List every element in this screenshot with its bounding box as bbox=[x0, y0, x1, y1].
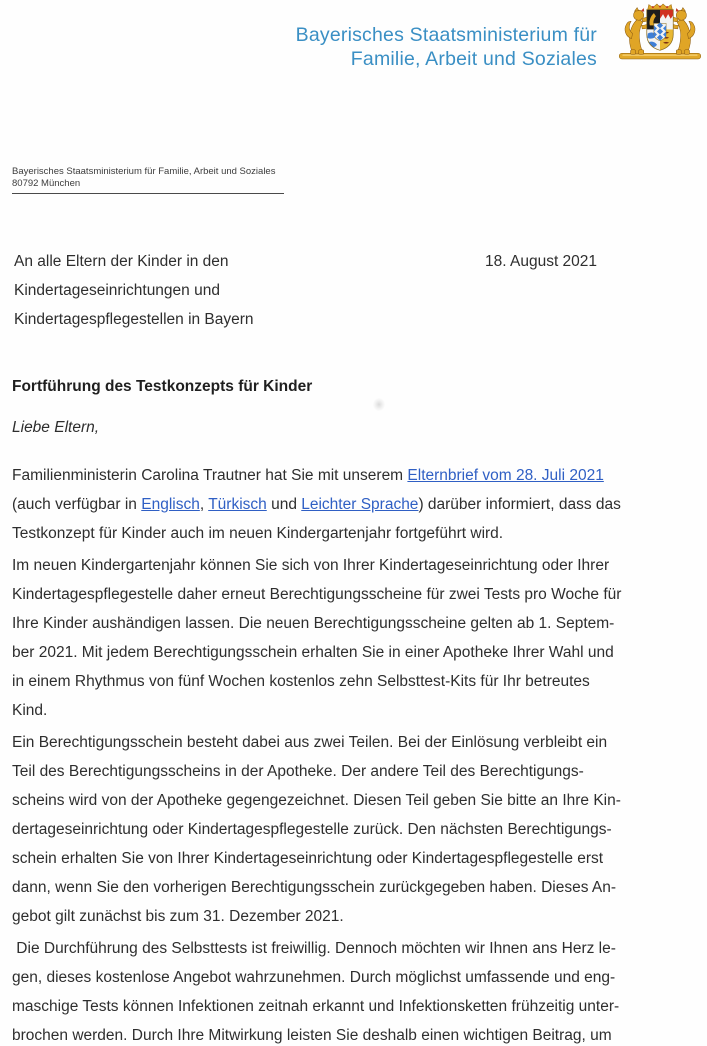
paragraph bbox=[12, 461, 702, 548]
link-elternbrief-28-juli-2021[interactable]: Elternbrief vom 28. Juli 2021 bbox=[407, 467, 604, 484]
text-run: gebot gilt zunächst bis zum 31. Dezember 2021. bbox=[12, 908, 344, 925]
text-line bbox=[12, 902, 702, 931]
text-line bbox=[12, 757, 702, 786]
recipient-line: An alle Eltern der Kinder in den bbox=[14, 253, 229, 270]
text-run: Familienministerin Carolina Trautner hat Sie mit unserem bbox=[12, 467, 408, 484]
text-line bbox=[12, 580, 702, 609]
recipient-line: Kindertageseinrichtungen und bbox=[14, 282, 220, 299]
text-run: dertageseinrichtung oder Kindertagespflegestelle zurück. Den nächsten Berechtigungs- bbox=[12, 821, 612, 838]
ministry-name-line1: Bayerisches Staatsministerium für bbox=[295, 24, 597, 46]
return-address-line1: Bayerisches Staatsministerium für Familie, Arbeit und Soziales bbox=[12, 166, 276, 177]
text-line bbox=[12, 551, 702, 580]
scan-artifact bbox=[373, 398, 385, 411]
text-run: schein erhalten Sie von Ihrer Kindertageseinrichtung oder Kindertagespflegestelle erst bbox=[12, 850, 604, 867]
paragraph bbox=[12, 728, 702, 931]
text-line bbox=[12, 963, 702, 992]
text-line bbox=[12, 844, 702, 873]
text-run: Teil des Berechtigungsscheins in der Apotheke. Der andere Teil des Berechtigungs- bbox=[12, 763, 584, 780]
text-line bbox=[12, 815, 702, 844]
text-run: brochen werden. Durch Ihre Mitwirkung leisten Sie deshalb einen wichtigen Beitrag, um bbox=[12, 1027, 612, 1044]
return-address-line2: 80792 München bbox=[12, 178, 81, 189]
link-englisch[interactable]: Englisch bbox=[141, 496, 200, 513]
text-run: Die Durchführung des Selbsttests ist freiwillig. Dennoch möchten wir Ihnen ans Herz le- bbox=[12, 940, 616, 957]
subject-line: Fortführung des Testkonzepts für Kinder bbox=[12, 378, 313, 395]
ministry-name bbox=[296, 24, 597, 71]
text-run: , bbox=[199, 496, 209, 513]
text-run: (auch verfügbar in bbox=[12, 496, 142, 513]
text-line bbox=[12, 934, 702, 963]
text-line bbox=[12, 873, 702, 902]
text-run: Ein Berechtigungsschein besteht dabei aus zwei Teilen. Bei der Einlösung verbleibt ein bbox=[12, 734, 608, 751]
text-run: maschige Tests können Infektionen zeitnah erkannt und Infektionsketten frühzeitig unter- bbox=[12, 998, 620, 1015]
recipient-address bbox=[14, 247, 254, 334]
letter-body bbox=[12, 461, 702, 1046]
text-run: ber 2021. Mit jedem Berechtigungsschein erhalten Sie in einer Apotheke Ihrer Wahl und bbox=[12, 644, 614, 661]
text-run: ) darüber informiert, dass das bbox=[418, 496, 621, 513]
text-line bbox=[12, 992, 702, 1021]
coat-of-arms-icon bbox=[618, 3, 702, 63]
text-line bbox=[12, 490, 702, 519]
text-line bbox=[12, 696, 702, 725]
salutation: Liebe Eltern, bbox=[12, 419, 100, 436]
link-leichter-sprache[interactable]: Leichter Sprache bbox=[301, 496, 419, 513]
paragraph bbox=[12, 551, 702, 725]
text-run: Kindertagespflegestelle daher erneut Berechtigungsscheine für zwei Tests pro Woche für bbox=[12, 586, 622, 603]
text-run: gen, dieses kostenlose Angebot wahrzunehmen. Durch möglichst umfassende und eng- bbox=[12, 969, 616, 986]
text-line bbox=[12, 638, 702, 667]
paragraph bbox=[12, 934, 702, 1046]
text-line bbox=[12, 519, 702, 548]
text-line bbox=[12, 609, 702, 638]
text-run: Ihre Kinder aushändigen lassen. Die neuen Berechtigungsscheine gelten ab 1. Septem- bbox=[12, 615, 615, 632]
letter-date: 18. August 2021 bbox=[485, 253, 598, 270]
text-line bbox=[12, 1021, 702, 1046]
bavaria-coat-of-arms-logo bbox=[618, 3, 702, 63]
recipient-line: Kindertagespflegestellen in Bayern bbox=[14, 311, 254, 328]
text-line bbox=[12, 786, 702, 815]
text-line bbox=[12, 728, 702, 757]
return-address bbox=[12, 166, 284, 194]
ministry-name-line2: Familie, Arbeit und Soziales bbox=[350, 47, 597, 70]
text-line bbox=[12, 461, 702, 490]
text-run: und bbox=[266, 496, 302, 513]
text-run: Im neuen Kindergartenjahr können Sie sich von Ihrer Kindertageseinrichtung oder Ihrer bbox=[12, 557, 610, 574]
text-run: scheins wird von der Apotheke gegengezeichnet. Diesen Teil geben Sie bitte an Ihre Kin- bbox=[12, 792, 621, 809]
text-run: Testkonzept für Kinder auch im neuen Kindergartenjahr fortgeführt wird. bbox=[12, 525, 504, 542]
text-run: Kind. bbox=[12, 702, 48, 719]
text-line bbox=[12, 667, 702, 696]
text-run: in einem Rhythmus von fünf Wochen kostenlos zehn Selbsttest-Kits für Ihr betreutes bbox=[12, 673, 590, 690]
link-tuerkisch[interactable]: Türkisch bbox=[208, 496, 267, 513]
text-run: dann, wenn Sie den vorherigen Berechtigungsschein zurückgegeben haben. Dieses An- bbox=[12, 879, 617, 896]
